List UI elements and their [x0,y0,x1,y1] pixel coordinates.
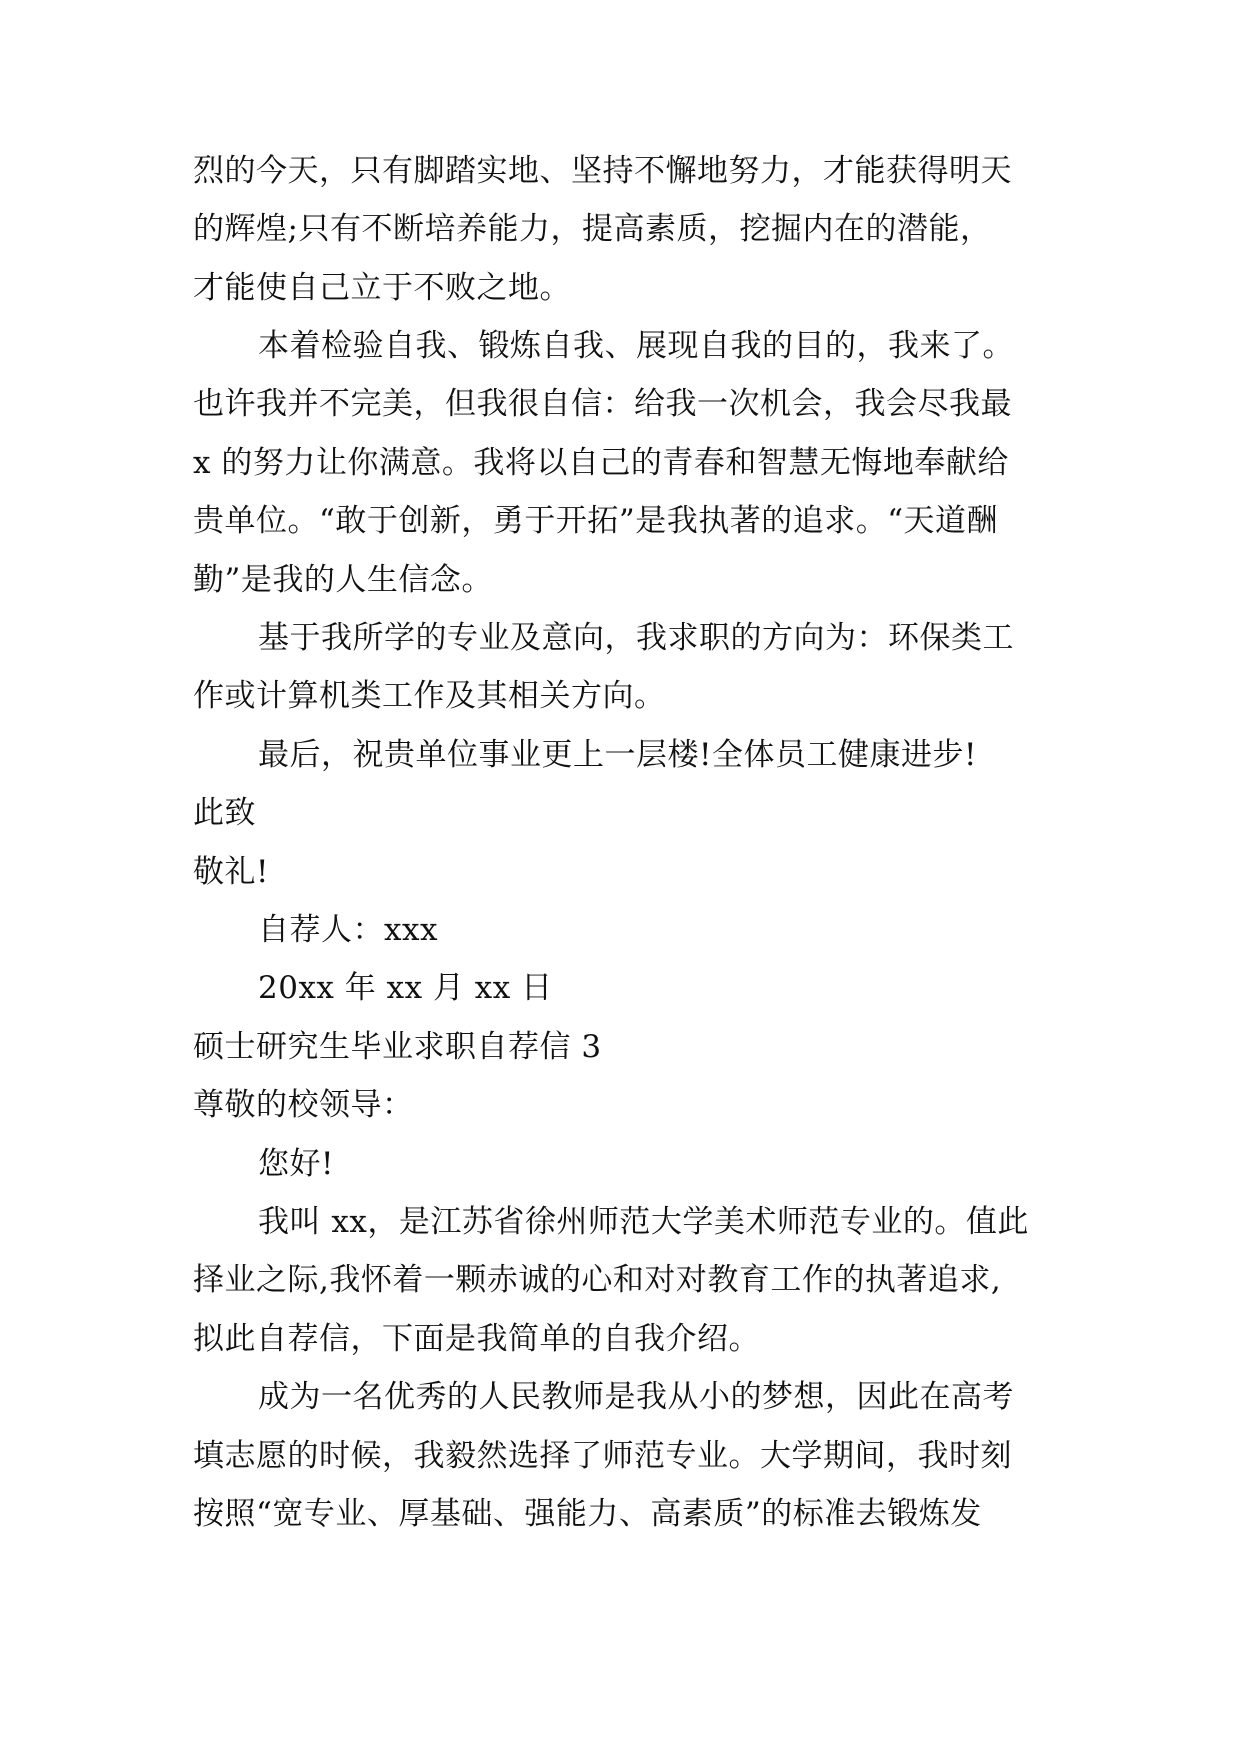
text-line: x 的努力让你满意。我将以自己的青春和智慧无悔地奉献给 [193,445,1009,481]
signature-line: 自荐人：xxx [258,912,438,948]
text-line: 按照“宽专业、厚基础、强能力、高素质”的标准去锻炼发 [193,1496,982,1532]
text-line: 才能使自己立于不败之地。 [193,270,571,306]
greeting-line: 尊敬的校领导： [193,1087,414,1123]
text-line: 的辉煌;只有不断培养能力，提高素质，挖掘内在的潜能， [193,211,992,247]
text-line: 我叫 xx，是江苏省徐州师范大学美术师范专业的。值此 [258,1204,1029,1240]
section-title: 硕士研究生毕业求职自荐信 3 [193,1029,602,1065]
text-line: 贵单位。“敢于创新，勇于开拓”是我执著的追求。“天道酬 [193,503,999,539]
closing-regards: 敬礼! [193,854,269,890]
text-line: 勤”是我的人生信念。 [193,562,493,598]
text-line: 烈的今天，只有脚踏实地、坚持不懈地努力，才能获得明天 [193,153,1012,189]
closing-salutation: 此致 [193,795,256,831]
text-line: 最后，祝贵单位事业更上一层楼!全体员工健康进步! [258,737,977,773]
text-line: 择业之际,我怀着一颗赤诚的心和对对教育工作的执著追求, [193,1262,1002,1298]
date-line: 20xx 年 xx 月 xx 日 [258,970,553,1006]
greeting-hello: 您好! [258,1146,334,1182]
text-line: 成为一名优秀的人民教师是我从小的梦想，因此在高考 [258,1379,1014,1415]
text-line: 也许我并不完美，但我很自信：给我一次机会，我会尽我最 [193,386,1012,422]
text-line: 拟此自荐信，下面是我简单的自我介绍。 [193,1321,760,1357]
text-line: 填志愿的时候，我毅然选择了师范专业。大学期间，我时刻 [193,1438,1012,1474]
text-line: 本着检验自我、锻炼自我、展现自我的目的，我来了。 [258,328,1014,364]
text-line: 基于我所学的专业及意向，我求职的方向为：环保类工 [258,620,1014,656]
text-line: 作或计算机类工作及其相关方向。 [193,678,666,714]
